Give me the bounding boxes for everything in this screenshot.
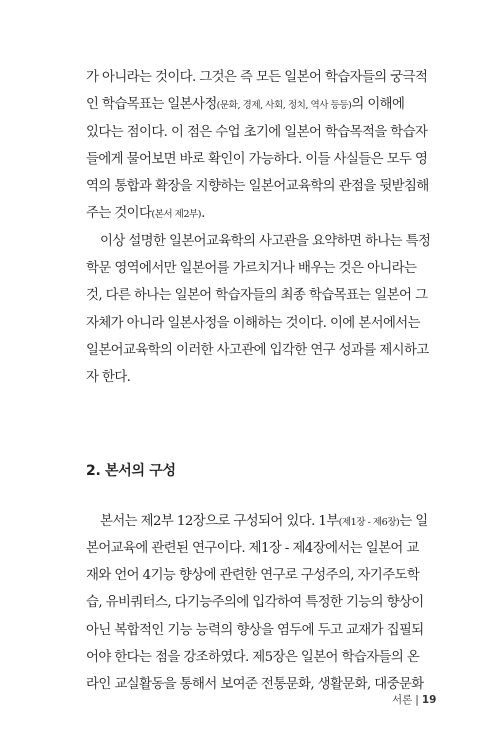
text-line	[86, 562, 430, 589]
line-text: 이상 설명한 일본어교육학의 사고관을 요약하면 하나는 특정	[100, 233, 431, 249]
line-text: 재와 언어 4기능 향상에 관련한 연구로 구성주의, 자기주도학	[86, 568, 420, 584]
line-text: 역의 통합과 확장을 지향하는 일본어교육학의 관점을 뒷받침해	[86, 179, 429, 195]
text-line	[86, 535, 430, 562]
text-line	[86, 671, 430, 698]
line-text: 주는 것이다	[86, 206, 152, 222]
text-line	[86, 173, 430, 200]
page-footer	[392, 692, 436, 707]
line-text: 본서는 제2부 12장으로 구성되어 있다. 1부	[100, 513, 339, 529]
section-intro-continued	[86, 64, 430, 392]
running-head-label: 서론	[392, 694, 413, 706]
text-line	[86, 310, 430, 337]
text-line	[86, 200, 430, 227]
section-structure	[86, 508, 430, 699]
text-line	[86, 508, 430, 535]
text-line	[86, 282, 430, 309]
text-line	[86, 644, 430, 671]
line-text-tail: .	[201, 206, 205, 222]
line-text: 있다는 점이다. 이 점은 수업 초기에 일본어 학습목적을 학습자	[86, 124, 428, 140]
line-text: 들에게 물어보면 바로 확인이 가능하다. 이들 사실들은 모두 영	[86, 151, 428, 167]
line-text: 인 학습목표는 일본사정	[86, 97, 217, 113]
line-text: 일본어교육학의 이러한 사고관에 입각한 연구 성과를 제시하고	[86, 342, 429, 358]
page-number: 19	[421, 694, 437, 706]
line-text: 습, 유비쿼터스, 다기능주의에 입각하여 특정한 기능의 향상이	[86, 595, 424, 611]
page-body	[86, 64, 430, 699]
line-text: 것, 다른 하나는 일본어 학습자들의 최종 학습목표는 일본어 그	[86, 288, 428, 304]
parenthetical-note: (제1장 - 제6장)	[338, 516, 400, 528]
section-heading: 2. 본서의 구성	[86, 462, 176, 479]
text-line	[86, 228, 430, 255]
text-line	[86, 589, 430, 616]
line-text: 라인 교실활동을 통해서 보여준 전통문화, 생활문화, 대중문화	[86, 677, 424, 693]
parenthetical-note: (문화, 경제, 사회, 정치, 역사 등등)	[216, 100, 352, 112]
text-line	[86, 146, 430, 173]
text-line	[86, 617, 430, 644]
line-text-tail: 는 일	[399, 513, 428, 529]
line-text: 본어교육에 관련된 연구이다. 제1장 - 제4장에서는 일본어 교	[86, 540, 419, 556]
line-text: 어야 한다는 점을 강조하였다. 제5장은 일본어 학습자들의 온	[86, 650, 420, 666]
text-line	[86, 255, 430, 282]
text-line	[86, 364, 430, 391]
line-text: 학문 영역에서만 일본어를 가르치거나 배우는 것은 아니라는	[86, 261, 417, 277]
line-text: 가 아니라는 것이다. 그것은 즉 모든 일본어 학습자들의 궁극적	[86, 70, 428, 85]
line-text: 아닌 복합적인 기능 능력의 향상을 염두에 두고 교재가 집필되	[86, 622, 424, 638]
text-line	[86, 91, 430, 118]
text-line	[86, 337, 430, 364]
line-text-tail: 의 이해에	[351, 97, 405, 113]
footer-separator: |	[415, 694, 419, 706]
text-line	[86, 64, 430, 91]
line-text: 자체가 아니라 일본사정을 이해하는 것이다. 이에 본서에서는	[86, 315, 420, 331]
parenthetical-note: (본서 제2부)	[151, 209, 202, 221]
text-line	[86, 119, 430, 146]
line-text: 자 한다.	[86, 370, 131, 386]
